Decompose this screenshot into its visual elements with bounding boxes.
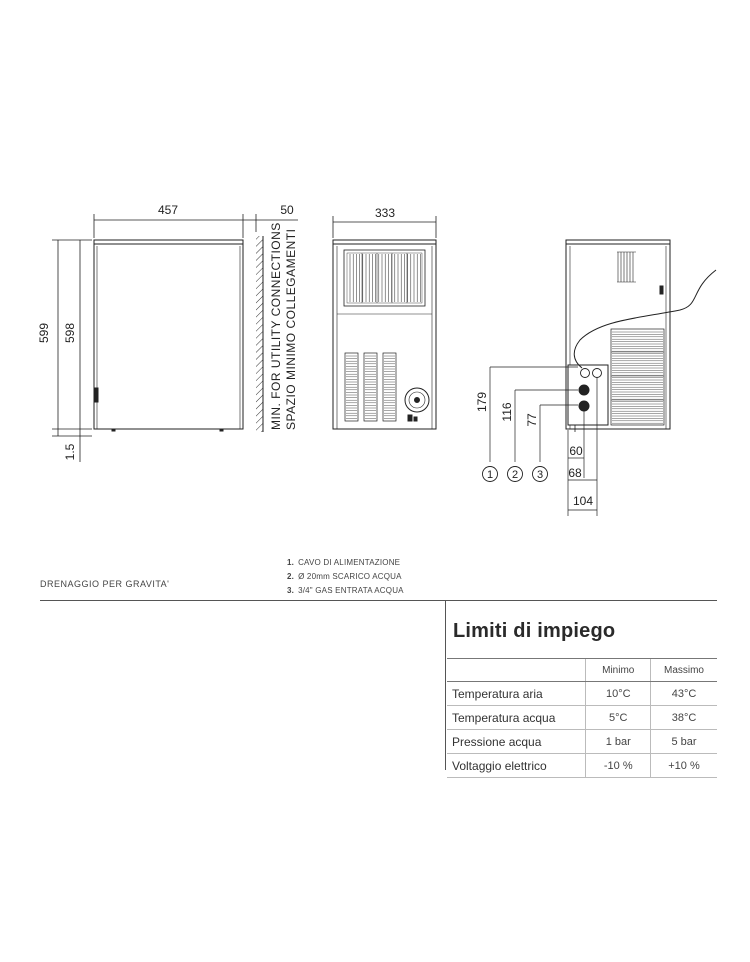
dim-50-label: 50 [280, 203, 294, 217]
section-divider [40, 600, 717, 601]
dim-front-width [94, 214, 298, 238]
dim-68-label: 68 [568, 466, 582, 480]
connection-legend [287, 556, 404, 598]
dim-1-5-label: 1.5 [63, 443, 77, 461]
side-view [333, 240, 436, 429]
header-max: Massimo [651, 659, 718, 682]
dim-333-label: 333 [374, 206, 396, 220]
table-row [447, 706, 717, 730]
legend-item: 1. CAVO DI ALIMENTAZIONE [287, 558, 401, 567]
row-max: 43°C [651, 682, 718, 706]
drain-note: DRENAGGIO PER GRAVITA' [40, 579, 170, 589]
dim-598-label: 598 [63, 322, 77, 344]
row-min: 1 bar [586, 730, 651, 754]
row-label: Temperatura aria [447, 682, 586, 706]
legend-item: 2. Ø 20mm SCARICO ACQUA [287, 572, 402, 581]
dim-60-label: 60 [569, 444, 583, 458]
limits-table [447, 658, 717, 778]
dim-116-label: 116 [500, 402, 514, 422]
svg-text:2: 2 [511, 469, 519, 481]
row-min: 10°C [586, 682, 651, 706]
dim-front-heights [52, 240, 92, 462]
clearance-note-en: MIN. FOR UTILITY CONNECTIONS [269, 222, 283, 430]
row-label: Pressione acqua [447, 730, 586, 754]
svg-text:3: 3 [536, 469, 544, 481]
table-divider [445, 600, 446, 770]
legend-item: 3. 3/4" GAS ENTRATA ACQUA [287, 586, 404, 595]
front-view [94, 236, 263, 432]
rear-view [566, 240, 716, 432]
row-max: 38°C [651, 706, 718, 730]
callout-1 [483, 467, 498, 482]
callout-3 [533, 467, 548, 482]
row-min: -10 % [586, 754, 651, 778]
header-min: Minimo [586, 659, 651, 682]
table-row [447, 730, 717, 754]
dim-77-label: 77 [525, 413, 539, 427]
row-max: 5 bar [651, 730, 718, 754]
table-row [447, 754, 717, 778]
dim-599-label: 599 [37, 322, 51, 344]
limits-header-row [447, 659, 717, 682]
limits-title: Limiti di impiego [453, 620, 616, 642]
row-label: Temperatura acqua [447, 706, 586, 730]
clearance-note-it: SPAZIO MINIMO COLLEGAMENTI [284, 228, 298, 430]
dim-104-label: 104 [572, 494, 594, 508]
row-max: +10 % [651, 754, 718, 778]
svg-text:1: 1 [486, 469, 494, 481]
dim-179-label: 179 [475, 391, 489, 413]
row-min: 5°C [586, 706, 651, 730]
callout-2 [508, 467, 523, 482]
row-label: Voltaggio elettrico [447, 754, 586, 778]
dim-457-label: 457 [157, 203, 179, 217]
table-row [447, 682, 717, 706]
header-blank [447, 659, 586, 682]
